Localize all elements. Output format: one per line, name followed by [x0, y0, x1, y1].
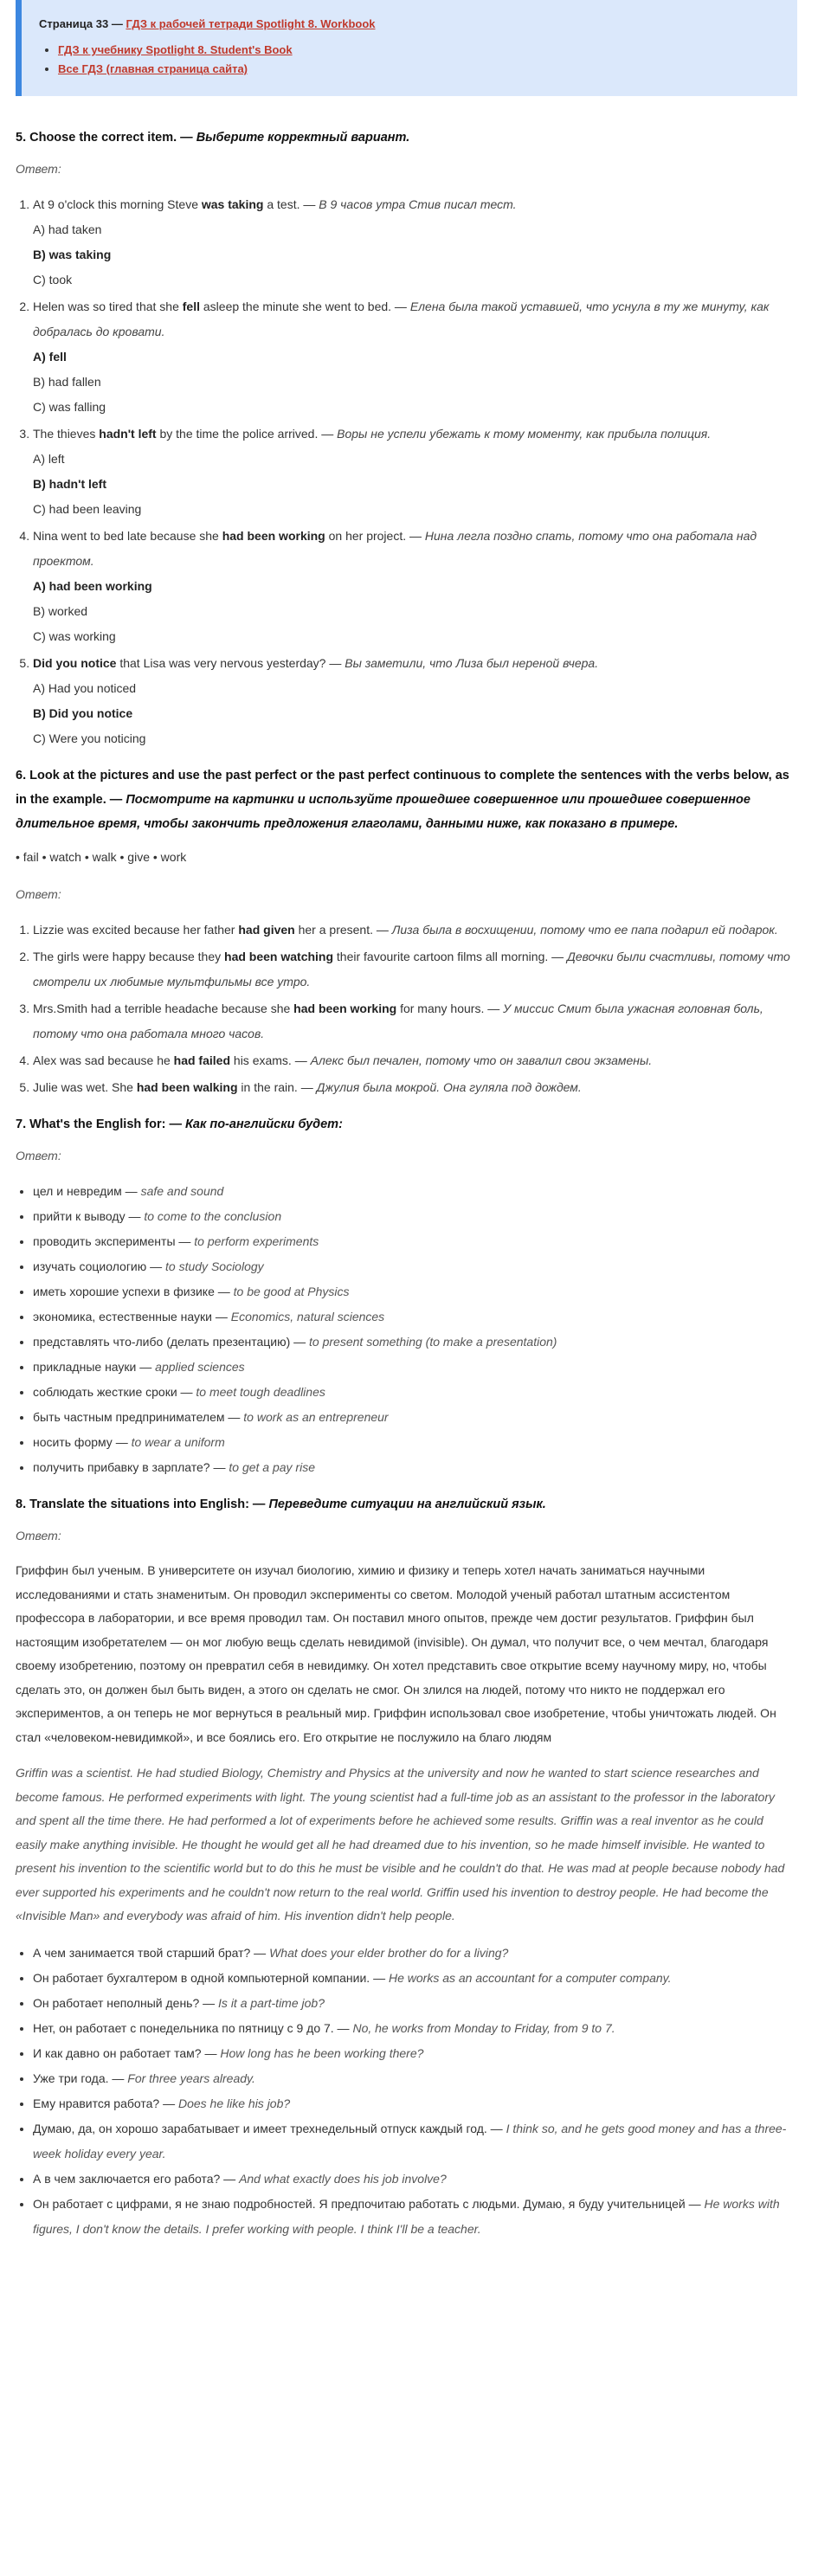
option-letter: B) [33, 248, 46, 261]
sentence-text: Lizzie was excited because her father [33, 923, 239, 937]
english-phrase: to meet tough deadlines [196, 1385, 325, 1399]
english-line: Is it a part-time job? [218, 1995, 325, 2010]
sentence-text: Helen was so tired that she [33, 299, 183, 313]
russian-translation: Девочки были счастливы, потому что смотрели их любимые мультфильмы все утро. [33, 950, 790, 989]
option-letter: B) [33, 604, 45, 618]
sentence-text: The thieves [33, 427, 100, 441]
workbook-link[interactable]: ГДЗ к рабочей тетради Spotlight 8. Workbook [126, 17, 376, 30]
option-text: Did you notice [45, 706, 133, 720]
option [33, 726, 797, 751]
sentence-text: Alex was sad because he [33, 1053, 174, 1067]
all-gdz-link[interactable]: Все ГДЗ (главная страница сайта) [58, 62, 248, 75]
russian-phrase: прийти к выводу — [33, 1209, 145, 1223]
option-letter: C) [33, 502, 46, 516]
option [33, 370, 797, 395]
option-text: fell [45, 350, 67, 364]
english-phrase: to work as an entrepreneur [243, 1410, 389, 1424]
russian-translation: В 9 часов утра Стив писал тест. [319, 197, 517, 211]
sentence-text: for many hours. — [396, 1001, 504, 1015]
english-phrase: to present something (to make a presentation) [309, 1335, 557, 1349]
sentence-text: in the rain. — [237, 1080, 317, 1094]
phrase-item [33, 1405, 797, 1430]
option [33, 242, 797, 267]
option [33, 447, 797, 472]
page-number: Страница 33 — [39, 17, 126, 30]
russian-phrase: прикладные науки — [33, 1360, 156, 1374]
nav-link-item [58, 61, 776, 77]
question-item [33, 524, 797, 649]
russian-line: Думаю, да, он хорошо зарабатывает и имеет трехнедельный отпуск каждый год. — [33, 2121, 506, 2135]
sentence-text: Julie was wet. She [33, 1080, 137, 1094]
phrase-item [33, 1229, 797, 1254]
option-text: was working [45, 629, 116, 643]
sentence-text: At 9 o'clock this morning Steve [33, 197, 202, 211]
dialogue-line [33, 1966, 797, 1991]
question-item [33, 192, 797, 293]
russian-phrase: изучать социологию — [33, 1259, 166, 1273]
russian-translation: Нина легла поздно спать, потому что она работала над проектом. [33, 529, 757, 568]
english-phrase: to wear a uniform [131, 1435, 225, 1449]
russian-phrase: проводить эксперименты — [33, 1234, 195, 1248]
option-text: had fallen [45, 375, 101, 389]
russian-phrase: соблюдать жесткие сроки — [33, 1385, 196, 1399]
phrase-item [33, 1279, 797, 1304]
russian-line: Он работает неполный день? — [33, 1995, 219, 2010]
answer-highlight: fell [182, 299, 200, 313]
phrase-item [33, 1430, 797, 1455]
sentence-item [33, 1075, 797, 1100]
navigation-box [16, 0, 797, 96]
option-text: had been leaving [45, 502, 142, 516]
russian-translation: Алекс был печален, потому что он завалил свои экзамены. [310, 1053, 653, 1067]
english-phrase: Economics, natural sciences [230, 1310, 385, 1323]
dialogue-line [33, 2016, 797, 2041]
english-phrase: to get a pay rise [229, 1460, 315, 1474]
english-line: He works with figures, I don't know the details. I prefer working with people. I think I'll be a teacher. [33, 2196, 780, 2236]
sentence-text: Mrs.Smith had a terrible headache because she [33, 1001, 294, 1015]
answer-label: Ответ: [16, 1529, 61, 1542]
task-6-heading: 6. Look at the pictures and use the past perfect or the past perfect continuous to complete the sentences with the verbs below, as in the example. — Посмотрите на картинки и используйте прошедшее совершенное или прошедшее совершенное длительное время, чтобы закончить предложения глаголами, данными ниже, как показано в примере. [16, 769, 789, 831]
dialogue-line [33, 2091, 797, 2116]
english-line: How long has he been working there? [220, 2045, 424, 2060]
english-phrase: to be good at Physics [233, 1285, 350, 1298]
english-line: He works as an accountant for a computer company. [388, 1970, 672, 1985]
sentence-text: her a present. — [294, 923, 392, 937]
students-book-link[interactable]: ГДЗ к учебнику Spotlight 8. Student's Book [58, 43, 293, 56]
answer-highlight: had been walking [136, 1080, 238, 1094]
answer-highlight: had been working [222, 529, 325, 543]
task-5-heading: 5. Choose the correct item. — Выберите корректный вариант. [16, 131, 410, 145]
answer-highlight: had been working [293, 1001, 397, 1015]
task-7-list [16, 1179, 797, 1480]
sentence-text: a test. — [263, 197, 319, 211]
phrase-item [33, 1304, 797, 1330]
sentence-text: on her project. — [325, 529, 425, 543]
answer-highlight: had been watching [224, 950, 334, 963]
option-letter: B) [33, 375, 45, 389]
phrase-item [33, 1455, 797, 1480]
task-7-heading: 7. What's the English for: — Как по-английски будет: [16, 1117, 343, 1131]
option-letter: B) [33, 706, 46, 720]
answer-label: Ответ: [16, 887, 61, 901]
dialogue-list [16, 1941, 797, 2242]
option-letter: C) [33, 273, 46, 287]
english-phrase: applied sciences [155, 1360, 245, 1374]
page-header [39, 17, 776, 30]
nav-links [39, 42, 776, 77]
option-letter: C) [33, 731, 46, 745]
answer-highlight: was taking [201, 197, 264, 211]
phrase-item [33, 1355, 797, 1380]
russian-line: Ему нравится работа? — [33, 2096, 178, 2110]
option-text: hadn't left [45, 477, 106, 491]
main-content [10, 96, 808, 2242]
option-letter: B) [33, 477, 46, 491]
option-text: Were you noticing [45, 731, 146, 745]
sentence-text: asleep the minute she went to bed. — [200, 299, 410, 313]
nav-link-item [58, 42, 776, 58]
word-bank: • fail • watch • walk • give • work [16, 850, 187, 864]
question-item [33, 651, 797, 751]
option [33, 497, 797, 522]
russian-phrase: экономика, естественные науки — [33, 1310, 231, 1323]
russian-line: Он работает бухгалтером в одной компьютерной компании. — [33, 1970, 389, 1985]
phrase-item [33, 1179, 797, 1204]
sentence-text: that Lisa was very nervous yesterday? — [116, 656, 345, 670]
option-letter: C) [33, 400, 46, 414]
task-6-list [16, 918, 797, 1100]
sentence-text: by the time the police arrived. — [156, 427, 338, 441]
russian-phrase: иметь хорошие успехи в физике — [33, 1285, 234, 1298]
option-letter: A) [33, 681, 45, 695]
dialogue-line [33, 1941, 797, 1966]
option [33, 574, 797, 599]
option [33, 599, 797, 624]
russian-phrase: представлять что-либо (делать презентацию) — [33, 1335, 310, 1349]
phrase-item [33, 1254, 797, 1279]
answer-highlight: had given [238, 923, 295, 937]
option-text: Had you noticed [45, 681, 137, 695]
russian-translation: Вы заметили, что Лиза был нереной вчера. [345, 656, 599, 670]
option [33, 472, 797, 497]
phrase-item [33, 1330, 797, 1355]
dialogue-line [33, 2116, 797, 2167]
english-phrase: to come to the conclusion [144, 1209, 282, 1223]
russian-line: А в чем заключается его работа? — [33, 2171, 240, 2186]
answer-label: Ответ: [16, 162, 61, 176]
option-text: was taking [45, 248, 112, 261]
english-phrase: safe and sound [140, 1184, 224, 1198]
english-line: What does your elder brother do for a living? [269, 1945, 509, 1960]
answer-highlight: Did you notice [33, 656, 117, 670]
option [33, 217, 797, 242]
option-letter: A) [33, 350, 46, 364]
option [33, 267, 797, 293]
task-5-list [16, 192, 797, 751]
option [33, 345, 797, 370]
phrase-item [33, 1204, 797, 1229]
dialogue-line [33, 1991, 797, 2016]
russian-line: Он работает с цифрами, я не знаю подробностей. Я предпочитаю работать с людьми. Думаю, я буду учительницей — [33, 2196, 705, 2211]
sentence-text: The girls were happy because they [33, 950, 225, 963]
option-letter: A) [33, 452, 45, 466]
russian-phrase: носить форму — [33, 1435, 132, 1449]
answer-highlight: hadn't left [99, 427, 157, 441]
option-letter: A) [33, 222, 45, 236]
russian-translation: Воры не успели убежать к тому моменту, как прибыла полиция. [337, 427, 712, 441]
english-line: For three years already. [127, 2070, 255, 2085]
sentence-item [33, 996, 797, 1046]
dialogue-line [33, 2041, 797, 2066]
option [33, 624, 797, 649]
russian-text: Гриффин был ученым. В университете он изучал биологию, химию и физику и теперь хотел начать заниматься научными исследованиями и стать знаменитым. Он проводил эксперименты со светом. Молодой ученый работал штатным ассистентом профессора в лаборатории, и все время проводил там. Он поставил много опытов, прежде чем достиг результатов. Гриффин был настоящим изобретателем — он мог любую вещь сделать невидимой (invisible). Он думал, что получит все, о чем мечтал, благодаря своему изобретению, поэтому он превратил себя в невидимку. Он хотел представить свое открытие всему научному миру, но, чтобы сделать это, он должен был быть виден, а этого он сделать не смог. Он злился на людей, потому что никто не поддержал его экспериментов, а он теперь не мог вернуться в реальный мир. Гриффин использовал свое изобретение, чтобы уничтожать людей. Он стал «человеком-невидимкой», и все боялись его. Его открытие не послужило на благо людям [16, 1563, 776, 1744]
option-text: worked [45, 604, 88, 618]
dialogue-line [33, 2167, 797, 2192]
russian-translation: Елена была такой уставшей, что уснула в ту же минуту, как добралась до кровати. [33, 299, 770, 338]
russian-line: А чем занимается твой старший брат? — [33, 1945, 270, 1960]
english-translation: Griffin was a scientist. He had studied Biology, Chemistry and Physics at the university and now he wanted to start science researches and become famous. He performed experiments with light. The young scientist had a full-time job as an assistant to the professor in the laboratory and spent all the time there. He had performed a lot of experiments before he achieved some results. Griffin was a real inventor as he could easily make anything invisible. He thought he would get all he had dreamed due to his invention, so he made himself invisible. He wanted to present his invention to the scientific world but to do this he must be visible and he couldn't do that. He was mad at people because nobody had ever supported his experiments and he couldn't now return to the real world. Griffin used his invention to destroy people. He had become the «Invisible Man» and everybody was afraid of him. His invention didn't help people. [16, 1766, 785, 1922]
option-text: was falling [45, 400, 106, 414]
sentence-text: their favourite cartoon films all morning. — [333, 950, 568, 963]
sentence-text: his exams. — [230, 1053, 311, 1067]
russian-line: Уже три года. — [33, 2070, 128, 2085]
option [33, 701, 797, 726]
sentence-item [33, 1048, 797, 1073]
option [33, 676, 797, 701]
option [33, 395, 797, 420]
option-letter: A) [33, 579, 46, 593]
russian-line: Нет, он работает с понедельника по пятницу с 9 до 7. — [33, 2020, 353, 2035]
russian-line: И как давно он работает там? — [33, 2045, 221, 2060]
sentence-item [33, 918, 797, 943]
english-line: No, he works from Monday to Friday, from 9 to 7. [352, 2020, 615, 2035]
page [10, 0, 808, 2242]
answer-label: Ответ: [16, 1149, 61, 1162]
option-text: had been working [45, 579, 152, 593]
sentence-item [33, 944, 797, 995]
english-phrase: to perform experiments [194, 1234, 319, 1248]
russian-translation: Джулия была мокрой. Она гуляла под дождем. [316, 1080, 582, 1094]
question-item [33, 294, 797, 420]
answer-highlight: had failed [173, 1053, 231, 1067]
dialogue-line [33, 2192, 797, 2242]
russian-phrase: цел и невредим — [33, 1184, 141, 1198]
option-text: took [45, 273, 73, 287]
russian-phrase: получить прибавку в зарплате? — [33, 1460, 229, 1474]
english-phrase: to study Sociology [165, 1259, 264, 1273]
russian-translation: У миссис Смит была ужасная головная боль, потому что она работала много часов. [33, 1001, 763, 1040]
option-text: left [45, 452, 65, 466]
russian-phrase: быть частным предпринимателем — [33, 1410, 244, 1424]
english-line: I think so, and he gets good money and has a three-week holiday every year. [33, 2121, 787, 2161]
english-line: And what exactly does his job involve? [239, 2171, 447, 2186]
option-letter: C) [33, 629, 46, 643]
question-item [33, 422, 797, 522]
option-text: had taken [45, 222, 102, 236]
russian-translation: Лиза была в восхищении, потому что ее папа подарил ей подарок. [391, 923, 778, 937]
english-line: Does he like his job? [177, 2096, 291, 2110]
task-8-heading: 8. Translate the situations into English: — Переведите ситуации на английский язык. [16, 1497, 546, 1511]
phrase-item [33, 1380, 797, 1405]
sentence-text: Nina went to bed late because she [33, 529, 222, 543]
dialogue-line [33, 2066, 797, 2091]
